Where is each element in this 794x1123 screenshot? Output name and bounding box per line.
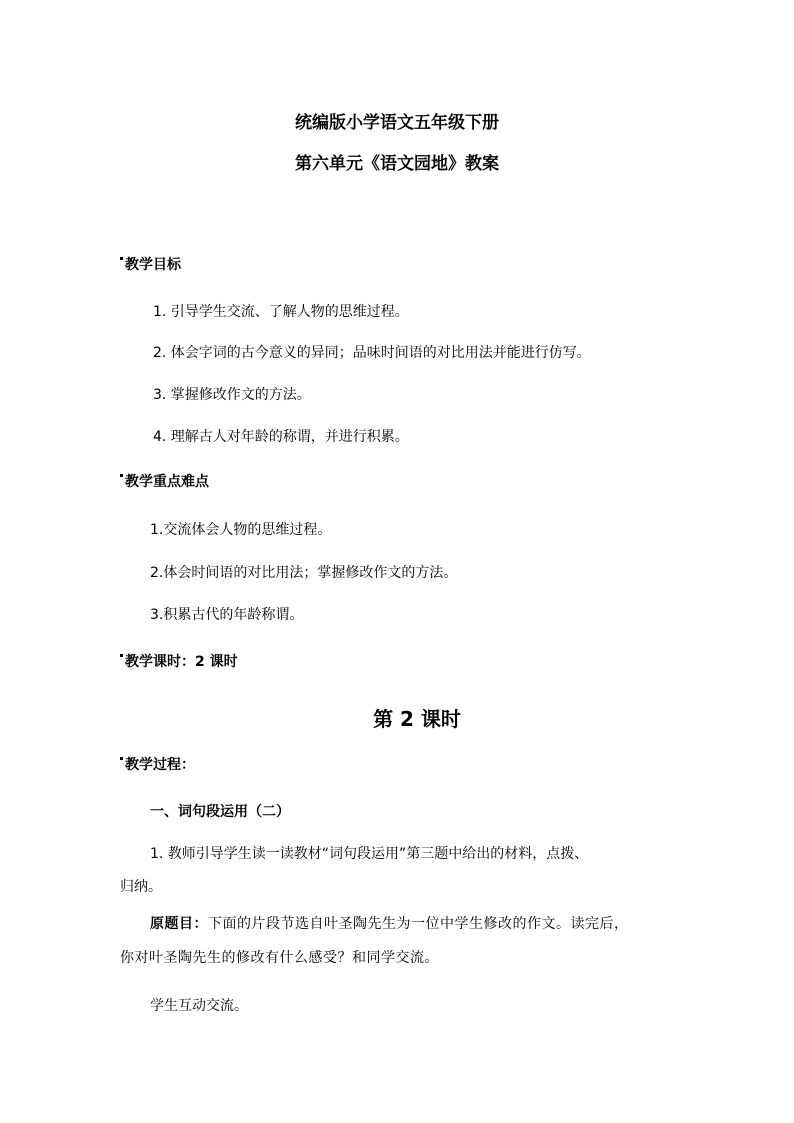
document-title-line2: 第六单元《语文园地》教案 xyxy=(295,154,499,174)
original-question-text: 下面的片段节选自叶圣陶先生为一位中学生修改的作文。读完后， xyxy=(208,916,629,932)
objective-item: 4. 理解古人对年龄的称谓，并进行积累。 xyxy=(153,429,409,445)
section-heading-key-points xyxy=(120,471,209,491)
section-heading-process xyxy=(120,754,195,774)
objectives-heading-text: 教学目标 xyxy=(125,257,181,273)
objective-item: 1. 引导学生交流、了解人物的思维过程。 xyxy=(153,304,409,320)
key-point-item: 3.积累古代的年龄称谓。 xyxy=(150,607,304,623)
step1-line2: 归纳。 xyxy=(120,879,162,895)
bullet-icon xyxy=(120,757,123,760)
lesson-title: 第 2 课时 xyxy=(373,707,461,731)
bullet-icon xyxy=(120,474,123,477)
original-question-label: 原题目： xyxy=(150,916,208,932)
part-one-heading: 一、词句段运用（二） xyxy=(150,804,290,820)
key-point-item: 2.体会时间语的对比用法；掌握修改作文的方法。 xyxy=(150,565,458,581)
document-title-line1: 统编版小学语文五年级下册 xyxy=(295,113,499,133)
section-heading-objectives xyxy=(120,254,181,274)
original-question-line1 xyxy=(150,913,629,933)
bullet-icon xyxy=(120,257,123,260)
key-point-item: 1.交流体会人物的思维过程。 xyxy=(150,522,332,538)
process-heading-text: 教学过程： xyxy=(125,757,195,773)
hours-heading-text: 教学课时：2 课时 xyxy=(125,654,238,670)
step1-line1: 1. 教师引导学生读一读教材“词句段运用”第三题中给出的材料，点拨、 xyxy=(150,846,589,862)
section-heading-hours xyxy=(120,651,238,671)
objective-item: 2. 体会字词的古今意义的异同；品味时间语的对比用法并能进行仿写。 xyxy=(153,345,591,361)
bullet-icon xyxy=(120,654,123,657)
original-question-line2: 你对叶圣陶先生的修改有什么感受？和同学交流。 xyxy=(120,950,439,966)
student-activity: 学生互动交流。 xyxy=(150,998,248,1014)
objective-item: 3. 掌握修改作文的方法。 xyxy=(153,387,311,403)
key-points-heading-text: 教学重点难点 xyxy=(125,474,209,490)
